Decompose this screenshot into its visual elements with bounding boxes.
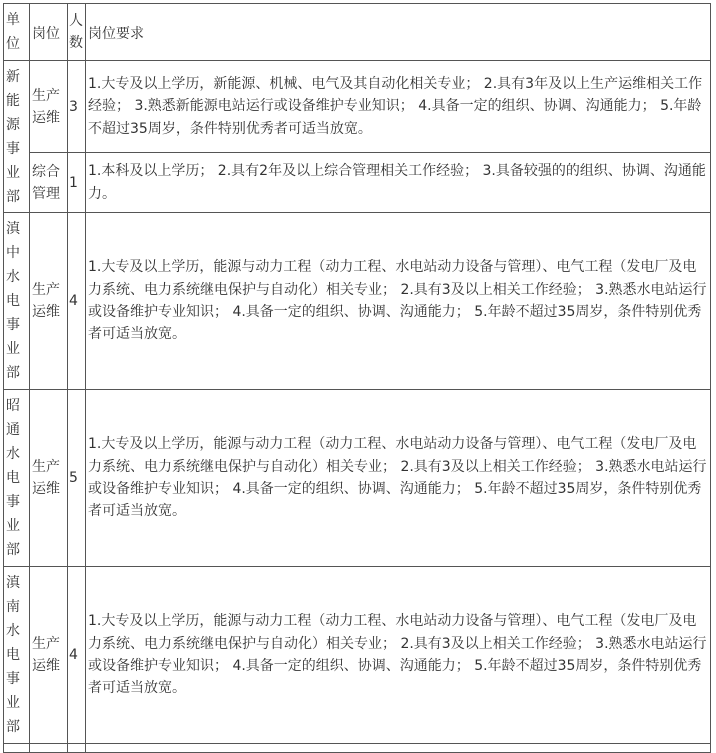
post-cell: 生产运维 — [30, 390, 68, 567]
count-cell: 3 — [68, 61, 86, 153]
table-row-partial — [4, 744, 711, 753]
requirements-cell-empty — [86, 744, 711, 753]
table-header-row — [4, 4, 711, 61]
requirements-cell: 1.大专及以上学历，能源与动力工程（动力工程、水电站动力设备与管理）、电气工程（发电厂及电力系统、电力系统继电保护与自动化）相关专业； 2.具有3及以上相关工作经验； 3.熟悉水电站运行或设备维护专业知识； 4.具备一定的组织、协调、沟通能力； 5.年龄不超过35周岁，条件特别优秀者可适当放宽。 — [86, 567, 711, 744]
unit-cell: 昭通水电事业部 — [4, 390, 30, 567]
table-row — [4, 567, 711, 744]
count-cell: 5 — [68, 390, 86, 567]
requirements-cell: 1.大专及以上学历，新能源、机械、电气及其自动化相关专业； 2.具有3年及以上生产运维相关工作经验； 3.熟悉新能源电站运行或设备维护专业知识； 4.具备一定的组织、协调、沟通能力； 5.年龄不超过35周岁，条件特别优秀者可适当放宽。 — [86, 61, 711, 153]
unit-cell: 滇中水电事业部 — [4, 213, 30, 390]
count-cell-empty — [68, 744, 86, 753]
table-row — [4, 153, 711, 213]
table-row — [4, 390, 711, 567]
count-cell: 1 — [68, 153, 86, 213]
header-unit: 单位 — [4, 4, 30, 61]
requirements-cell: 1.本科及以上学历； 2.具有2年及以上综合管理相关工作经验； 3.具备较强的的组织、协调、沟通能力。 — [86, 153, 711, 213]
requirements-cell: 1.大专及以上学历，能源与动力工程（动力工程、水电站动力设备与管理）、电气工程（发电厂及电力系统、电力系统继电保护与自动化）相关专业； 2.具有3及以上相关工作经验； 3.熟悉水电站运行或设备维护专业知识； 4.具备一定的组织、协调、沟通能力； 5.年龄不超过35周岁，条件特别优秀者可适当放宽。 — [86, 390, 711, 567]
table-row — [4, 61, 711, 153]
table-row — [4, 213, 711, 390]
header-count: 人数 — [68, 4, 86, 61]
header-requirements: 岗位要求 — [86, 4, 711, 61]
header-post: 岗位 — [30, 4, 68, 61]
post-cell: 综合管理 — [30, 153, 68, 213]
post-cell: 生产运维 — [30, 61, 68, 153]
requirements-cell: 1.大专及以上学历，能源与动力工程（动力工程、水电站动力设备与管理）、电气工程（发电厂及电力系统、电力系统继电保护与自动化）相关专业； 2.具有3及以上相关工作经验； 3.熟悉水电站运行或设备维护专业知识； 4.具备一定的组织、协调、沟通能力； 5.年龄不超过35周岁，条件特别优秀者可适当放宽。 — [86, 213, 711, 390]
count-cell: 4 — [68, 213, 86, 390]
count-cell: 4 — [68, 567, 86, 744]
recruitment-table — [3, 3, 711, 753]
unit-cell: 滇南水电事业部 — [4, 567, 30, 744]
unit-cell: 新能源事业部 — [4, 61, 30, 213]
post-cell: 生产运维 — [30, 567, 68, 744]
post-cell-empty — [30, 744, 68, 753]
unit-cell-empty — [4, 744, 30, 753]
post-cell: 生产运维 — [30, 213, 68, 390]
